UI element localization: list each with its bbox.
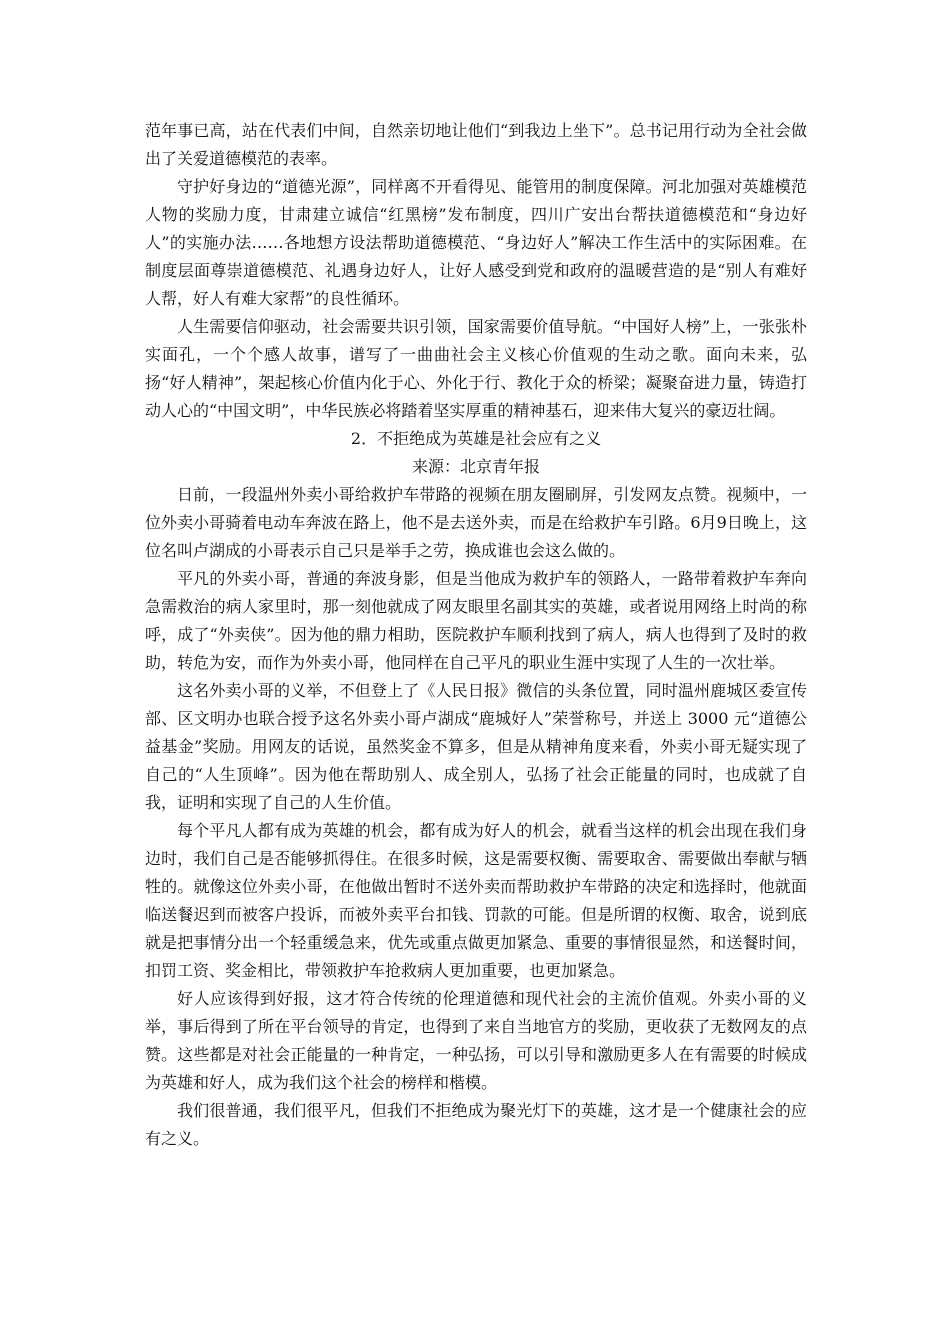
paragraph: 每个平凡人都有成为英雄的机会，都有成为好人的机会，就看当这样的机会出现在我们身边时，我们自己是否能够抓得住。在很多时候，这是需要权衡、需要取舍、需要做出奉献与牺牲的。就像这位外卖小哥，在他做出暂时不送外卖而帮助救护车带路的决定和选择时，他就面临送餐迟到而被客户投诉，而被外卖平台扣钱、罚款的可能。但是所谓的权衡、取舍，说到底就是把事情分出一个轻重缓急来，优先或重点做更加紧急、重要的事情很显然，和送餐时间，扣罚工资、奖金相比，带领救护车抢救病人更加重要，也更加紧急。 [145, 821, 807, 980]
paragraph: 我们很普通，我们很平凡，但我们不拒绝成为聚光灯下的英雄，这才是一个健康社会的应有之义。 [145, 1101, 807, 1148]
paragraph: 守护好身边的“道德光源”，同样离不开看得见、能管用的制度保障。河北加强对英雄模范人物的奖励力度，甘肃建立诚信“红黑榜”发布制度，四川广安出台帮扶道德模范和“身边好人”的实施办法……各地想方设法帮助道德模范、“身边好人”解决工作生活中的实际困难。在制度层面尊崇道德模范、礼遇身边好人，让好人感受到党和政府的温暖营造的是“别人有难好人帮，好人有难大家帮”的良性循环。 [145, 177, 807, 308]
paragraph: 范年事已高，站在代表们中间，自然亲切地让他们“到我边上坐下”。总书记用行动为全社会做出了关爱道德模范的表率。 [145, 121, 807, 168]
paragraph: 日前，一段温州外卖小哥给救护车带路的视频在朋友圈刷屏，引发网友点赞。视频中，一位外卖小哥骑着电动车奔波在路上，他不是去送外卖，而是在给救护车引路。6月9日晚上，这位名叫卢湖成的小哥表示自己只是举手之劳，换成谁也会这么做的。 [145, 485, 807, 560]
paragraph: 这名外卖小哥的义举，不但登上了《人民日报》微信的头条位置，同时温州鹿城区委宣传部、区文明办也联合授予这名外卖小哥卢湖成“鹿城好人”荣誉称号，并送上 3000 元“道德公益基金”奖励。用网友的话说，虽然奖金不算多，但是从精神角度来看，外卖小哥无疑实现了自己的“人生顶峰”。因为他在帮助别人、成全别人，弘扬了社会正能量的同时，也成就了自我，证明和实现了自己的人生价值。 [145, 681, 807, 812]
section-title: 2．不拒绝成为英雄是社会应有之义 [350, 429, 602, 448]
paragraph: 人生需要信仰驱动，社会需要共识引领，国家需要价值导航。“中国好人榜”上，一张张朴实面孔，一个个感人故事，谱写了一曲曲社会主义核心价值观的生动之歌。面向未来，弘扬“好人精神”，架起核心价值内化于心、外化于行、教化于众的桥梁；凝聚奋进力量，铸造打动人心的“中国文明”，中华民族必将踏着坚实厚重的精神基石，迎来伟大复兴的豪迈壮阔。 [145, 317, 807, 420]
document-page [145, 117, 807, 1153]
source-line: 来源：北京青年报 [411, 457, 540, 476]
paragraph: 平凡的外卖小哥，普通的奔波身影，但是当他成为救护车的领路人，一路带着救护车奔向急需救治的病人家里时，那一刻他就成了网友眼里名副其实的英雄，或者说用网络上时尚的称呼，成了“外卖侠”。因为他的鼎力相助，医院救护车顺利找到了病人，病人也得到了及时的救助，转危为安，而作为外卖小哥，他同样在自己平凡的职业生涯中实现了人生的一次壮举。 [145, 569, 807, 672]
paragraph: 好人应该得到好报，这才符合传统的伦理道德和现代社会的主流价值观。外卖小哥的义举，事后得到了所在平台领导的肯定，也得到了来自当地官方的奖励，更收获了无数网友的点赞。这些都是对社会正能量的一种肯定，一种弘扬，可以引导和激励更多人在有需要的时候成为英雄和好人，成为我们这个社会的榜样和楷模。 [145, 989, 807, 1092]
